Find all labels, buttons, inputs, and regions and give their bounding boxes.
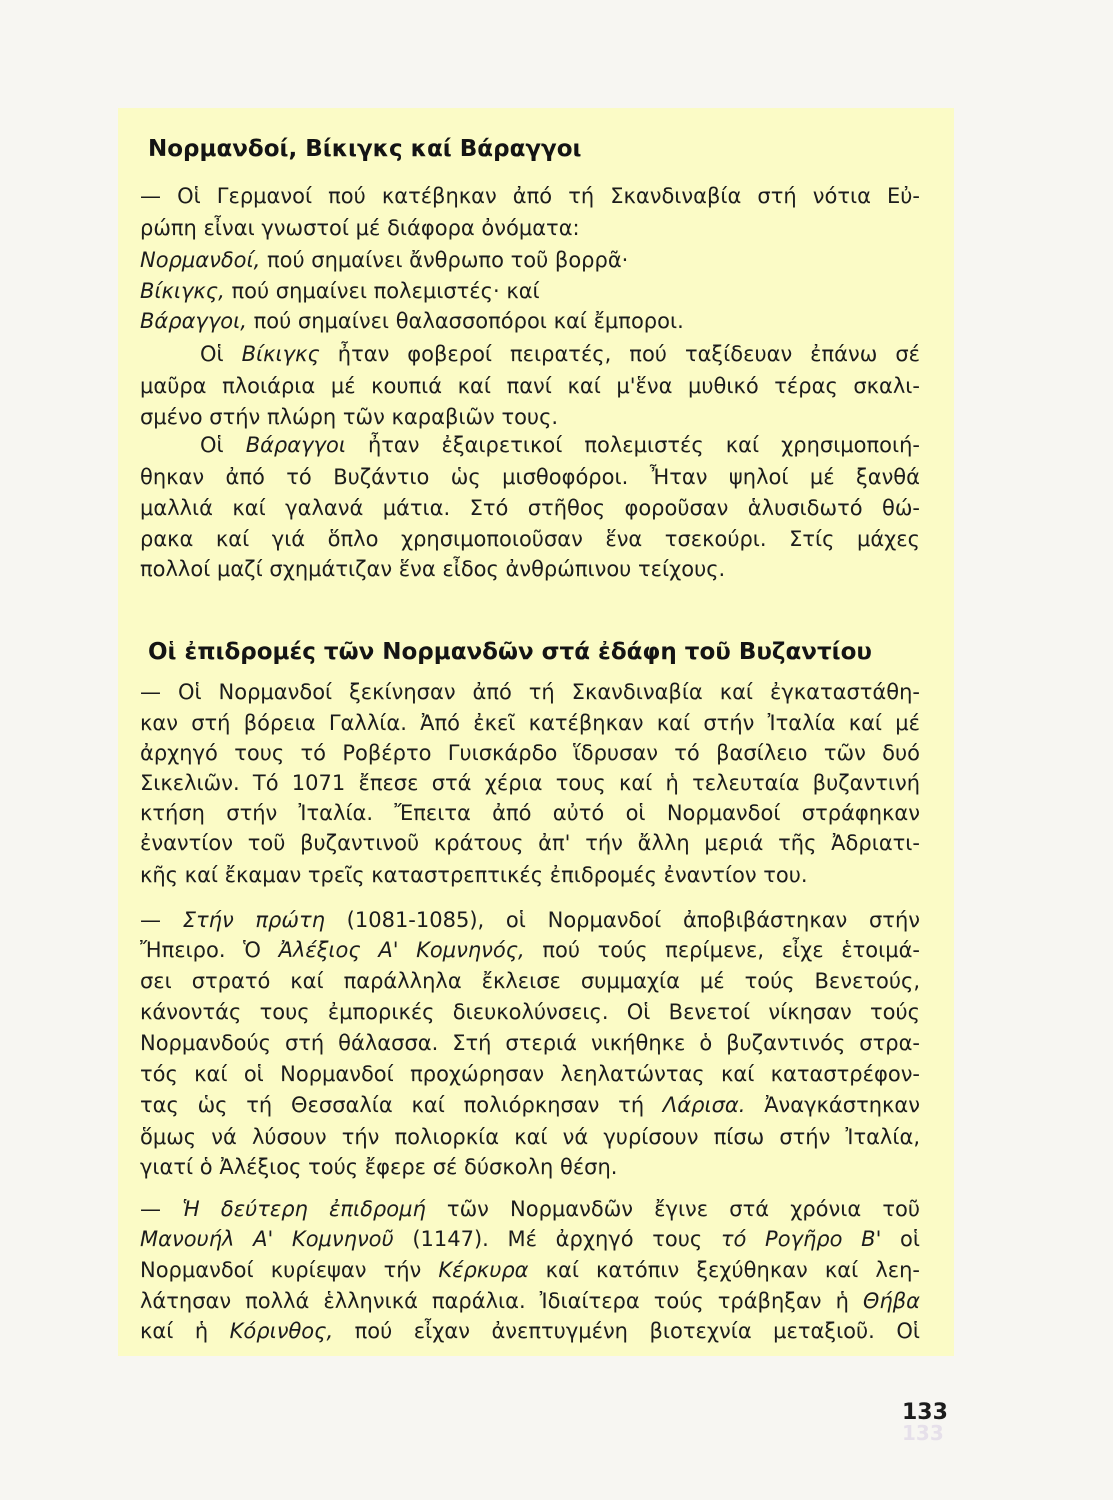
term-second-raid: Ἡ δεύτερη ἐπιδρομή [182, 1197, 426, 1221]
paragraph-line-vikings: Οἱ Βίκιγκς ἦταν φοβεροί πειρατές, πού ταξίδευαν ἐπάνω σέ [200, 342, 920, 366]
paragraph-line: μαῦρα πλοιάρια μέ κουπιά καί πανί καί μ'ἕνα μυθικό τέρας σκαλι- [140, 374, 920, 398]
paragraph-line: τός καί οἱ Νορμανδοί προχώρησαν λεηλατώντας καί καταστρέφον- [140, 1062, 920, 1086]
paragraph-line-second-raid: — Ἡ δεύτερη ἐπιδρομή τῶν Νορμανδῶν ἔγινε στά χρόνια τοῦ [140, 1197, 920, 1221]
paragraph-line: Νορμανδούς στή θάλασσα. Στή στεριά νικήθηκε ὁ βυζαντινός στρα- [140, 1031, 920, 1055]
term-varangoi: Βάραγγοι [245, 433, 346, 457]
paragraph-line-first-raid: — Στήν πρώτη (1081-1085), οἱ Νορμανδοί ἀποβιβάστηκαν στήν [140, 908, 920, 932]
paragraph-line: καν στή βόρεια Γαλλία. Ἀπό ἐκεῖ κατέβηκαν καί στήν Ἰταλία καί μέ [140, 711, 920, 735]
term-vikings: Βίκιγκς [241, 342, 320, 366]
paragraph-line: ρώπη εἶναι γνωστοί μέ διάφορα ὀνόματα: [140, 216, 580, 240]
term-kerkyra: Κέρκυρα [438, 1258, 529, 1282]
paragraph-line: θηκαν ἀπό τό Βυζάντιο ὡς μισθοφόροι. Ἦταν ψηλοί μέ ξανθά [140, 465, 920, 489]
paragraph-line: κτήση στήν Ἰταλία. Ἔπειτα ἀπό αὐτό οἱ Νορμανδοί στράφηκαν [140, 801, 920, 825]
term-roger: τό Ρογῆρο Β' [720, 1227, 882, 1251]
paragraph-line: Σικελιῶν. Τό 1071 ἔπεσε στά χέρια τους καί ἡ τελευταία βυζαντινή [140, 771, 920, 795]
term-alexios: Ἀλέξιος Α' Κομνηνός, [278, 938, 525, 962]
paragraph-line: — Οἱ Νορμανδοί ξεκίνησαν ἀπό τή Σκανδιναβία καί ἐγκαταστάθη- [140, 680, 920, 704]
paragraph-line: Μανουήλ Α' Κομνηνοῦ (1147). Μέ ἀρχηγό τους τό Ρογῆρο Β' οἱ [140, 1227, 920, 1251]
paragraph-line: τας ὡς τή Θεσσαλία καί πολιόρκησαν τή Λάρισα. Ἀναγκάστηκαν [140, 1093, 920, 1117]
paragraph-line: πολλοί μαζί σχημάτιζαν ἕνα εἶδος ἀνθρώπινου τείχους. [140, 557, 726, 581]
paragraph-line: ἀρχηγό τους τό Ροβέρτο Γυισκάρδο ἵδρυσαν τό βασίλειο τῶν δυό [140, 741, 920, 765]
paragraph-line: καί ἡ Κόρινθος, πού εἶχαν ἀνεπτυγμένη βιοτεχνία μεταξιοῦ. Οἱ [140, 1319, 920, 1343]
paragraph-line-varangoi: Οἱ Βάραγγοι ἦταν ἐξαιρετικοί πολεμιστές καί χρησιμοποιή- [200, 433, 921, 457]
paragraph-line: κῆς καί ἔκαμαν τρεῖς καταστρεπτικές ἐπιδρομές ἐναντίον του. [140, 863, 808, 887]
paragraph-line: ὅμως νά λύσουν τήν πολιορκία καί νά γυρίσουν πίσω στήν Ἰταλία, [140, 1125, 920, 1149]
definition-line-varangoi [140, 305, 684, 337]
term-first-raid: Στήν πρώτη [182, 908, 325, 932]
definition-text: πού σημαίνει θαλασσοπόροι καί ἔμποροι. [246, 309, 684, 333]
section-heading-normans: Νορμανδοί, Βίκιγκς καί Βάραγγοι [148, 136, 582, 162]
paragraph-line: — Οἱ Γερμανοί πού κατέβηκαν ἀπό τή Σκανδιναβία στή νότια Εὐ- [140, 184, 920, 208]
paragraph-line: ἐναντίον τοῦ βυζαντινοῦ κράτους ἀπ' τήν ἄλλη μεριά τῆς Ἀδριατι- [140, 831, 920, 855]
page-number: 133 [902, 1400, 948, 1425]
paragraph-line: λάτησαν πολλά ἑλληνικά παράλια. Ἰδιαίτερα τούς τράβηξαν ἡ Θήβα [140, 1289, 920, 1313]
section-heading-raids: Οἱ ἐπιδρομές τῶν Νορμανδῶν στά ἐδάφη τοῦ Βυζαντίου [148, 639, 872, 665]
paragraph-line: κάνοντάς τους ἐμπορικές διευκολύνσεις. Οἱ Βενετοί νίκησαν τούς [140, 1000, 920, 1024]
definition-line-normandoi [140, 244, 628, 276]
paragraph-line: σμένο στήν πλώρη τῶν καραβιῶν τους. [140, 405, 559, 429]
definition-text: πού σημαίνει ἄνθρωπο τοῦ βορρᾶ· [260, 248, 629, 272]
definition-line-vikings [140, 275, 540, 307]
paragraph-line: Ἤπειρο. Ὁ Ἀλέξιος Α' Κομνηνός, πού τούς περίμενε, εἶχε ἑτοιμά- [140, 938, 920, 962]
paragraph-line: ρακα καί γιά ὅπλο χρησιμοποιοῦσαν ἕνα τσεκούρι. Στίς μάχες [140, 527, 920, 551]
paragraph-line: Νορμανδοί κυρίεψαν τήν Κέρκυρα καί κατόπιν ξεχύθηκαν καί λεη- [140, 1258, 920, 1282]
term-korinthos: Κόρινθος, [229, 1319, 334, 1343]
paragraph-line: σει στρατό καί παράλληλα ἔκλεισε συμμαχία μέ τούς Βενετούς, [140, 969, 920, 993]
definition-text: πού σημαίνει πολεμιστές· καί [224, 279, 540, 303]
page-number-bleed-through: 133 [902, 1421, 944, 1445]
term-manuel: Μανουήλ Α' Κομνηνοῦ [140, 1227, 394, 1251]
term-larisa: Λάρισα. [662, 1093, 746, 1117]
term-vikings: Βίκιγκς, [140, 279, 225, 303]
term-thiva: Θήβα [862, 1289, 920, 1313]
paragraph-line: μαλλιά καί γαλανά μάτια. Στό στῆθος φοροῦσαν ἁλυσιδωτό θώ- [140, 496, 920, 520]
paragraph-line: γιατί ὁ Ἀλέξιος τούς ἔφερε σέ δύσκολη θέση. [140, 1155, 618, 1179]
term-varangoi: Βάραγγοι, [140, 309, 247, 333]
term-normandoi: Νορμανδοί, [140, 248, 261, 272]
